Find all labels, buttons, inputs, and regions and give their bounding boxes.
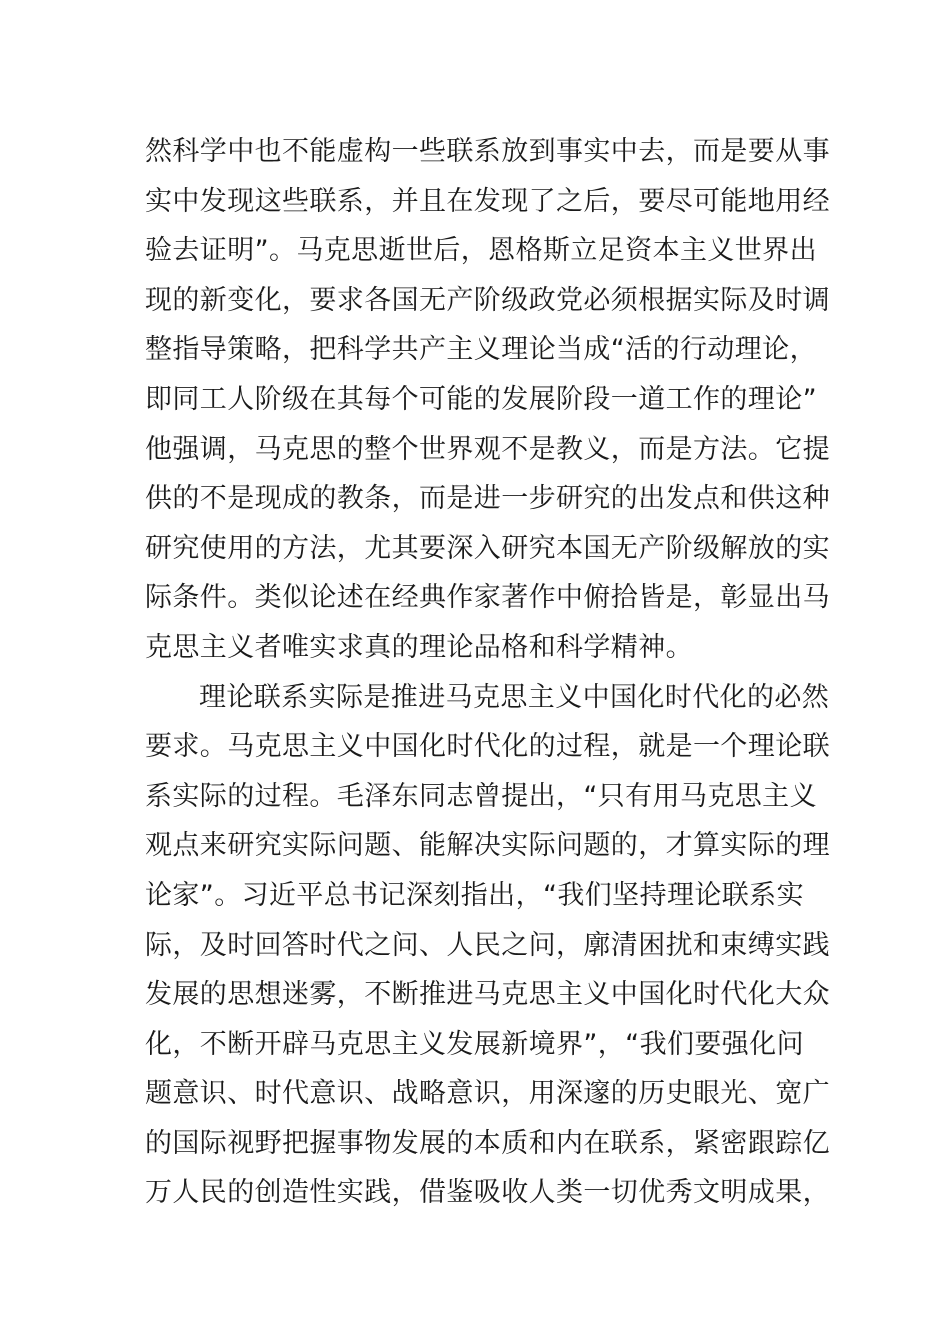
text-line: 然科学中也不能虚构一些联系放到事实中去，而是要从事: [145, 136, 830, 167]
text-line: 观点来研究实际问题、能解决实际问题的，才算实际的理: [145, 830, 830, 862]
text-line: 论家”。习近平总书记深刻指出，“我们坚持理论联系实: [145, 879, 804, 911]
text-line: 验去证明”。马克思逝世后，恩格斯立足资本主义世界出: [145, 235, 817, 267]
text-line: 际，及时回答时代之问、人民之问，廓清困扰和束缚实践: [145, 929, 830, 961]
text-line: 研究使用的方法，尤其要深入研究本国无产阶级解放的实: [145, 532, 830, 564]
paragraph-1: [145, 127, 830, 673]
body-text: [145, 127, 830, 1218]
text-line: 发展的思想迷雾，不断推进马克思主义中国化时代化大众: [145, 979, 830, 1011]
text-line: 化，不断开辟马克思主义发展新境界”，“我们要强化问: [145, 1028, 804, 1060]
text-line: 系实际的过程。毛泽东同志曾提出，“只有用马克思主义: [145, 780, 817, 812]
text-line: 的国际视野把握事物发展的本质和内在联系，紧密跟踪亿: [145, 1127, 830, 1159]
text-line: 克思主义者唯实求真的理论品格和科学精神。: [145, 631, 693, 663]
text-line: 他强调，马克思的整个世界观不是教义，而是方法。它提: [145, 433, 830, 465]
text-line: 题意识、时代意识、战略意识，用深邃的历史眼光、宽广: [145, 1078, 830, 1110]
text-line: 际条件。类似论述在经典作家著作中俯拾皆是，彰显出马: [145, 582, 830, 614]
text-line: 要求。马克思主义中国化时代化的过程，就是一个理论联: [145, 731, 830, 763]
text-line: 理论联系实际是推进马克思主义中国化时代化的必然: [199, 681, 830, 713]
text-line: 整指导策略，把科学共产主义理论当成“活的行动理论，: [145, 334, 817, 366]
text-line: 实中发现这些联系，并且在发现了之后，要尽可能地用经: [145, 185, 830, 217]
paragraph-2: [145, 673, 830, 1219]
text-line: 供的不是现成的教条，而是进一步研究的出发点和供这种: [145, 483, 830, 515]
text-line: 万人民的创造性实践，借鉴吸收人类一切优秀文明成果，: [145, 1177, 830, 1209]
text-line: 现的新变化，要求各国无产阶级政党必须根据实际及时调: [145, 284, 830, 316]
text-line: 即同工人阶级在其每个可能的发展阶段一道工作的理论”: [145, 383, 817, 415]
